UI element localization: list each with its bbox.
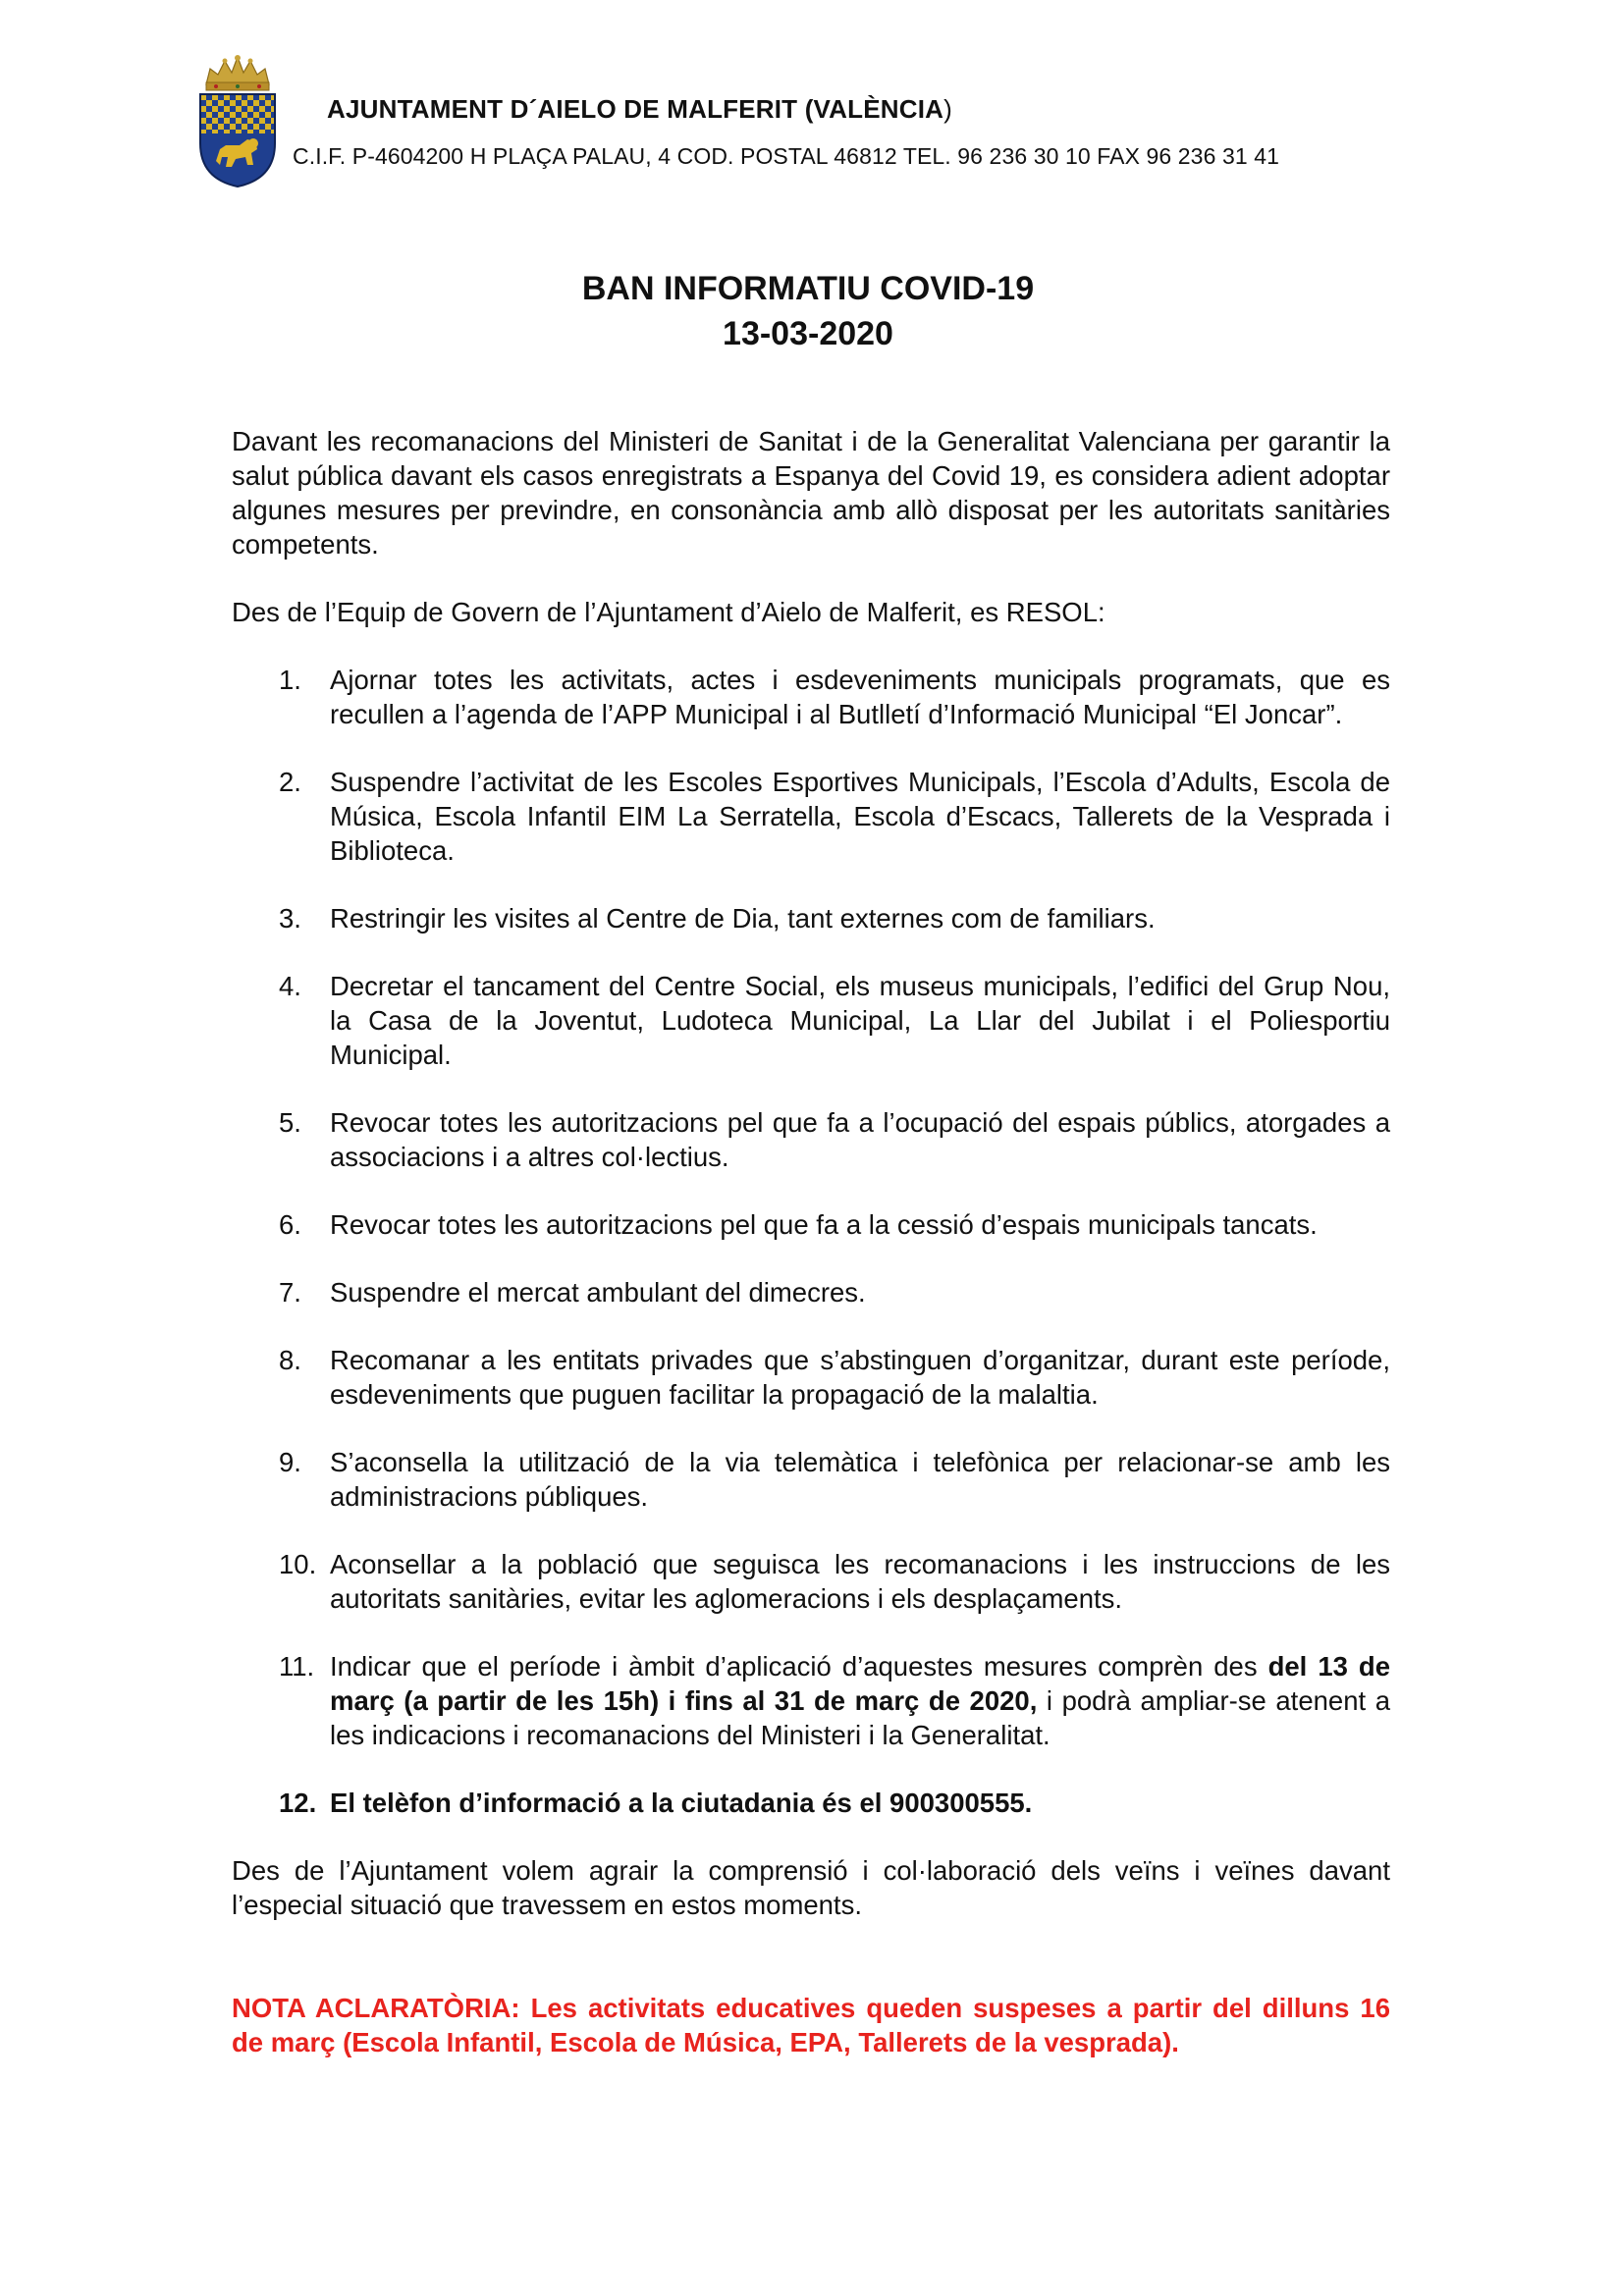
document-body xyxy=(232,424,1390,2093)
document-title: BAN INFORMATIU COVID-19 xyxy=(581,270,1035,307)
list-item: 5. Revocar totes les autoritzacions pel que fa a l’ocupació del espais públics, atorgades a associacions i a altres col·lectius. xyxy=(279,1107,1390,1172)
list-item: 7. Suspendre el mercat ambulant del dimecres. xyxy=(279,1277,866,1308)
organization-name: AJUNTAMENT D´AIELO DE MALFERIT (VALÈNCIA) xyxy=(327,94,952,124)
list-item: 2. Suspendre l’activitat de les Escoles Esportives Municipals, l’Escola d’Adults, Escola de Música, Escola Infantil EIM La Serratella, Escola d’Escacs, Tallerets de la Vesprada i Biblioteca. xyxy=(279,767,1390,866)
resolution-statement: Des de l’Equip de Govern de l’Ajuntament d’Aielo de Malferit, es RESOL: xyxy=(232,597,1105,627)
list-item: 9. S’aconsella la utilització de la via telemàtica i telefònica per relacionar-se amb les administracions públiques. xyxy=(279,1447,1390,1512)
list-item: 6. Revocar totes les autoritzacions pel que fa a la cessió d’espais municipals tancats. xyxy=(279,1209,1318,1240)
list-item: 3. Restringir les visites al Centre de Dia, tant externes com de familiars. xyxy=(279,903,1156,934)
clarifying-note: NOTA ACLARATÒRIA: Les activitats educatives queden suspeses a partir del dilluns 16 de març (Escola Infantil, Escola de Música, EPA, Tallerets de la vesprada). xyxy=(232,1993,1390,2057)
list-item: 8. Recomanar a les entitats privades que s’abstinguen d’organitzar, durant este període, esdeveniments que puguen facilitar la propagació de la malaltia. xyxy=(279,1345,1390,1410)
list-item-period: 11. Indicar que el període i àmbit d’aplicació d’aquestes mesures comprèn des del 13 de març (a partir de les 15h) i fins al 31 de març de 2020, i podrà ampliar-se atenent a les indicacions i recomanacions del Ministeri i la Generalitat. xyxy=(279,1651,1390,1750)
list-item-phone: 12. El telèfon d’informació a la ciutadania és el 900300555. xyxy=(279,1788,1033,1818)
document-date: 13-03-2020 xyxy=(723,315,893,352)
closing-paragraph: Des de l’Ajuntament volem agrair la comprensió i col·laboració dels veïns i veïnes davant l’especial situació que travessem en estos moments. xyxy=(232,1855,1390,1920)
list-item: 10. Aconsellar a la població que seguisca les recomanacions i les instruccions de les autoritats sanitàries, evitar les aglomeracions i els desplaçaments. xyxy=(279,1549,1390,1614)
crown-icon xyxy=(206,55,269,90)
measures-list xyxy=(232,663,1390,1820)
organization-contact-line: C.I.F. P-4604200 H PLAÇA PALAU, 4 COD. POSTAL 46812 TEL. 96 236 30 10 FAX 96 236 31 41 xyxy=(293,143,1280,169)
list-item: 1. Ajornar totes les activitats, actes i esdeveniments municipals programats, que es recullen a l’agenda de l’APP Municipal i al Butlletí d’Informació Municipal “El Joncar”. xyxy=(279,665,1390,729)
intro-paragraph: Davant les recomanacions del Ministeri de Sanitat i de la Generalitat Valenciana per garantir la salut pública davant els casos enregistrats a Espanya del Covid 19, es considera adient adoptar algunes mesures per previndre, en consonància amb allò disposat per les autoritats sanitàries competents. xyxy=(232,426,1390,560)
list-item: 4. Decretar el tancament del Centre Social, els museus municipals, l’edifici del Grup Nou, la Casa de la Joventut, Ludoteca Municipal, La Llar del Jubilat i el Poliesportiu Municipal. xyxy=(279,971,1390,1070)
municipal-coat-of-arms-icon xyxy=(196,55,279,188)
